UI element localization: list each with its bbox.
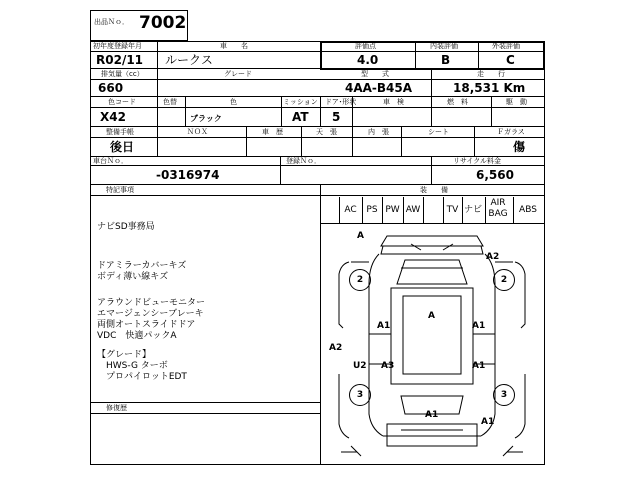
exterior-value: C [506,53,515,67]
equipment-pw: PW [385,205,400,215]
car-name-label: 車 名 [220,42,248,50]
interior-label: 内装評価 [430,42,458,50]
equipment-row [321,197,544,223]
notes-line: プロパイロットEDT [97,372,187,382]
seat-label: シート [428,128,449,136]
color-value: ブラック [190,114,222,123]
damage-label: A2 [329,343,343,353]
damage-label: A [357,231,364,241]
interior-lining-label: 内 張 [368,128,389,136]
damage-label: A1 [472,321,486,331]
car-diagram [321,224,544,464]
manual-label: 整備手帳 [106,128,134,136]
model-label: 型 式 [361,70,389,78]
wheel-front-left: 2 [349,269,371,291]
reg-year-value: R02/11 [96,53,144,67]
color-code-value: X42 [100,110,126,124]
chassis-value: -0316974 [156,168,220,182]
notes-line: 【グレード】 [97,350,152,360]
model-value: 4AA-B45A [345,81,413,95]
car-name-value: ルークス [165,53,213,67]
exterior-label: 外装評価 [492,42,520,50]
fuel-label: 燃 料 [447,98,468,106]
color-code-label: 色コード [108,98,136,106]
nox-label: ＮＯＸ [187,128,208,136]
chassis-label: 車台Ｎｏ． [93,157,128,165]
reg-year-label: 初年度登録年月 [93,42,142,50]
damage-label: A [428,311,435,321]
glass-value: 傷 [513,140,526,154]
notes-line: HWS-G ターボ [97,361,168,371]
equipment-navi: ナビ [463,205,482,215]
shade-label: 色替 [163,98,177,106]
notes-line [97,283,317,298]
notes-line: ナビSD事務局 [97,222,155,232]
regno-label: 登録Ｎｏ． [286,157,321,165]
damage-label: U2 [353,361,367,371]
manual-value: 後日 [110,140,135,154]
color-label: 色 [230,98,237,106]
repair-history-label: 修復歴 [106,404,127,412]
displacement-label: 排気量（cc） [101,70,144,78]
score-label: 評価点 [355,42,376,50]
notes-label: 特記事項 [106,186,134,194]
displacement-value: 660 [98,81,124,95]
notes-line [97,342,317,350]
damage-label: A2 [486,252,500,262]
equipment-tv: TV [446,205,459,215]
equipment-blank [321,197,339,223]
recycle-label: リサイクル料金 [453,157,502,165]
mileage-value: 18,531 Km [453,81,526,95]
mission-value: AT [292,110,309,124]
inspection-label: 車 検 [383,98,404,106]
grade-label: グレード [224,70,252,78]
interior-value: B [441,53,451,67]
score-value: 4.0 [357,53,379,67]
equipment-ps: PS [366,205,378,215]
notes-line: VDC 快適パックA [97,331,177,341]
wheel-rear-right: 3 [493,384,515,406]
damage-label: A1 [472,361,486,371]
doors-label: ドア･形状 [325,98,357,106]
ceiling-label: 天 張 [316,128,337,136]
damage-label: A1 [481,417,495,427]
notes-line: アラウンドビューモニター [97,298,206,308]
history-label: 車 歴 [262,128,283,136]
equipment-aw: AW [405,205,421,215]
lot-label: 出品Ｎｏ． [94,18,129,26]
damage-label: A1 [425,410,439,420]
notes-body [97,222,317,383]
notes-line: エマージェンシーブレーキ [97,309,204,319]
notes-line [97,233,317,261]
notes-line: 両側オートスライドドア [97,320,196,330]
equipment-ac: AC [344,205,357,215]
recycle-value: 6,560 [476,168,514,182]
lot-number: 7002 [139,13,187,33]
notes-line: ドアミラーカバーキズ [97,261,187,271]
damage-label: A3 [381,361,395,371]
glass-label: Ｆガラス [497,128,525,136]
wheel-front-right: 2 [493,269,515,291]
notes-line: ボディ薄い線キズ [97,272,169,282]
wheel-rear-left: 3 [349,384,371,406]
drive-label: 駆 動 [506,98,527,106]
damage-label: A1 [377,321,391,331]
mileage-label: 走 行 [477,70,505,78]
equipment-airbag: AIR BAG [488,198,508,219]
equipment-label: 装 備 [420,186,448,194]
equipment-abs: ABS [519,205,537,215]
mission-label: ミッション [283,98,318,106]
doors-value: 5 [332,110,341,124]
